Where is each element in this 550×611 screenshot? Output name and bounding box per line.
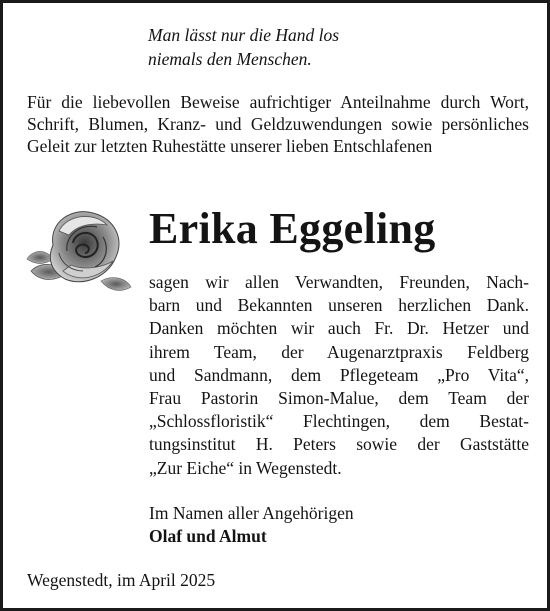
signatory-names: Olaf und Almut: [149, 526, 267, 546]
motto-line-1: Man lässt nur die Hand los: [148, 25, 340, 45]
deceased-name: Erika Eggeling: [149, 204, 436, 253]
thanks-line: ihrem Team, der Augenarztpraxis Feldberg: [149, 341, 529, 362]
motto: [148, 23, 339, 71]
thanks-line: barn und Bekannten unseren herzlichen Dank.: [149, 295, 529, 316]
thanks-text: [149, 271, 529, 480]
closing-line: Im Namen aller Angehörigen: [149, 503, 354, 523]
thanks-line: und Sandmann, dem Pflegeteam „Pro Vita“,: [149, 364, 529, 385]
thanks-line: „Zur Eiche“ in Wegenstedt.: [149, 457, 342, 478]
thanks-line: „Schlossfloristik“ Flechtingen, dem Bestat-: [149, 411, 529, 432]
closing-block: [149, 502, 354, 548]
thanks-line: Frau Pastorin Simon-Malue, dem Team der: [149, 388, 529, 409]
intro-text: Für die liebevollen Beweise aufrichtiger Anteilnahme durch Wort, Schrift, Blumen, Kranz- und Geldzuwendungen sowie persönliches Geleit zur letzten Ruhestätte unserer lieben Entschlafenen: [27, 92, 529, 156]
thanks-line: sagen wir allen Verwandten, Freunden, Nach-: [149, 272, 529, 292]
place-date: Wegenstedt, im April 2025: [27, 570, 216, 590]
rose-icon: [23, 201, 135, 297]
thanks-line: Danken möchten wir auch Fr. Dr. Hetzer und: [149, 318, 529, 339]
motto-line-2: niemals den Menschen.: [148, 49, 312, 69]
thanks-line: tungsinstitut H. Peters sowie der Gaststätte: [149, 434, 529, 455]
